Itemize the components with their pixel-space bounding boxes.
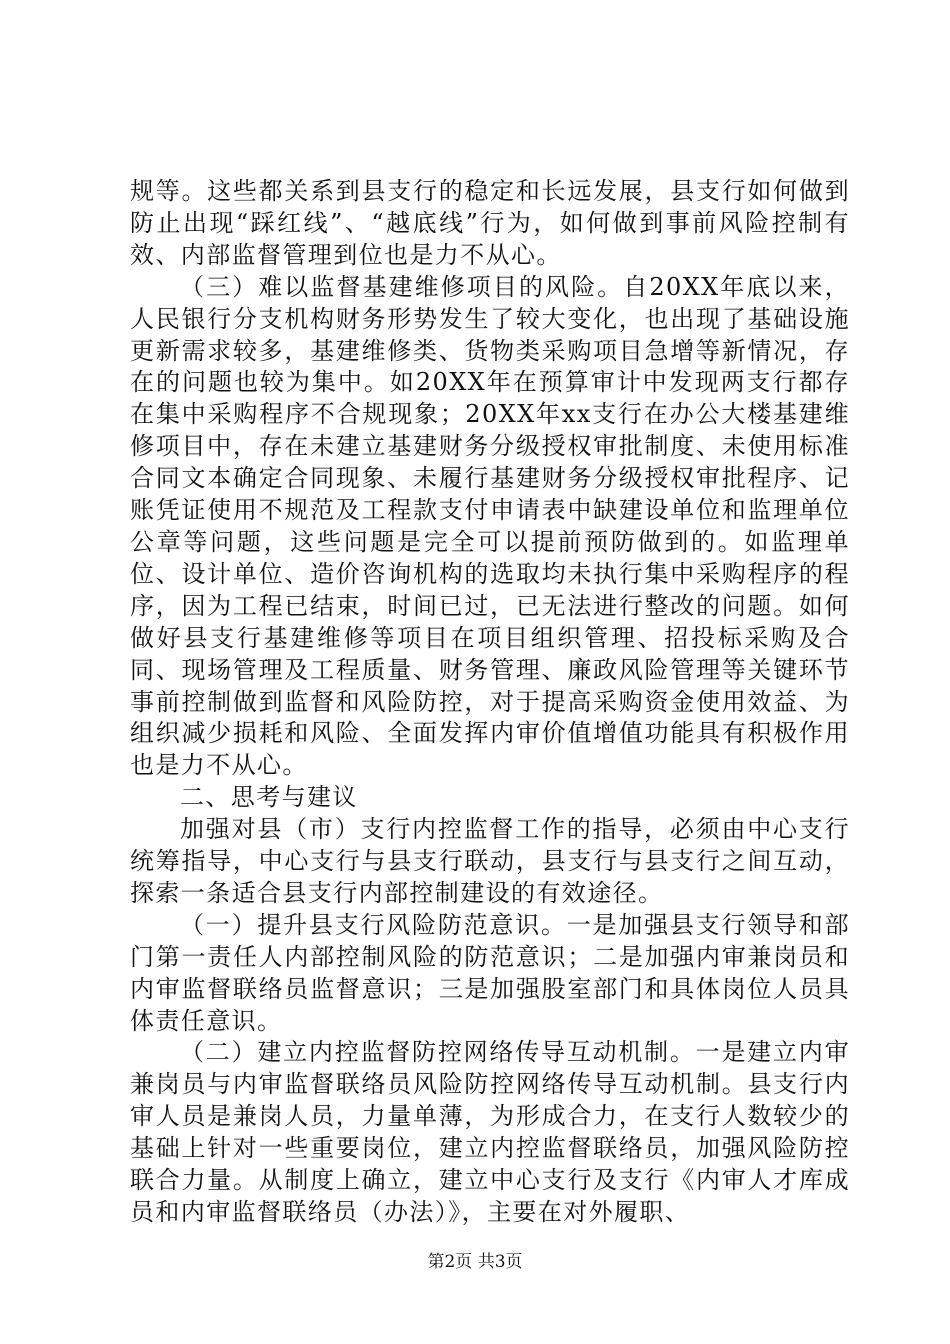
paragraph-item-2: （二）建立内控监督防控网络传导互动机制。一是建立内审兼岗员与内审监督联络员风险防控网络传导互动机制。县支行内审人员是兼岗人员，力量单薄，为形成合力，在支行人数较少的基础上针对一些重要岗位，建立内控监督联络员，加强风险防控联合力量。从制度上确立，建立中心支行及支行《内审人才库成员和内审监督联络员（办法）》，主要在对外履职、 bbox=[130, 1038, 850, 1226]
page-footer: 第2页 共3页 bbox=[427, 1252, 523, 1272]
document-body bbox=[130, 176, 850, 1229]
paragraph-continuation: 规等。这些都关系到县支行的稳定和长远发展，县支行如何做到防止出现“踩红线”、“越底线”行为，如何做到事前风险控制有效、内部监督管理到位也是力不从心。 bbox=[130, 177, 850, 269]
paragraph-section-3: （三）难以监督基建维修项目的风险。自20XX年底以来，人民银行分支机构财务形势发生了较大变化，也出现了基础设施更新需求较多，基建维修类、货物类采购项目急增等新情况，存在的问题也较为集中。如20XX年在预算审计中发现两支行都存在集中采购程序不合规现象；20XX年xx支行在办公大楼基建维修项目中，存在未建立基建财务分级授权审批制度、未使用标准合同文本确定合同现象、未履行基建财务分级授权审批程序、记账凭证使用不规范及工程款支付申请表中缺建设单位和监理单位公章等问题，这些问题是完全可以提前预防做到的。如监理单位、设计单位、造价咨询机构的选取均未执行集中采购程序的程序，因为工程已结束，时间已过，已无法进行整改的问题。如何做好县支行基建维修等项目在项目组织管理、招投标采购及合同、现场管理及工程质量、财务管理、廉政风险管理等关键环节事前控制做到监督和风险防控，对于提高采购资金使用效益、为组织减少损耗和风险、全面发挥内审价值增值功能具有积极作用也是力不从心。 bbox=[130, 272, 850, 780]
paragraph-item-1: （一）提升县支行风险防范意识。一是加强县支行领导和部门第一责任人内部控制风险的防范意识；二是加强内审兼岗员和内审监督联络员监督意识；三是加强股室部门和具体岗位人员具体责任意识。 bbox=[130, 910, 850, 1035]
section-heading-2: 二、思考与建议 bbox=[180, 783, 358, 812]
paragraph-intro: 加强对县（市）支行内控监督工作的指导，必须由中心支行统筹指导，中心支行与县支行联动，县支行与县支行之间互动，探索一条适合县支行内部控制建设的有效途径。 bbox=[130, 815, 850, 907]
